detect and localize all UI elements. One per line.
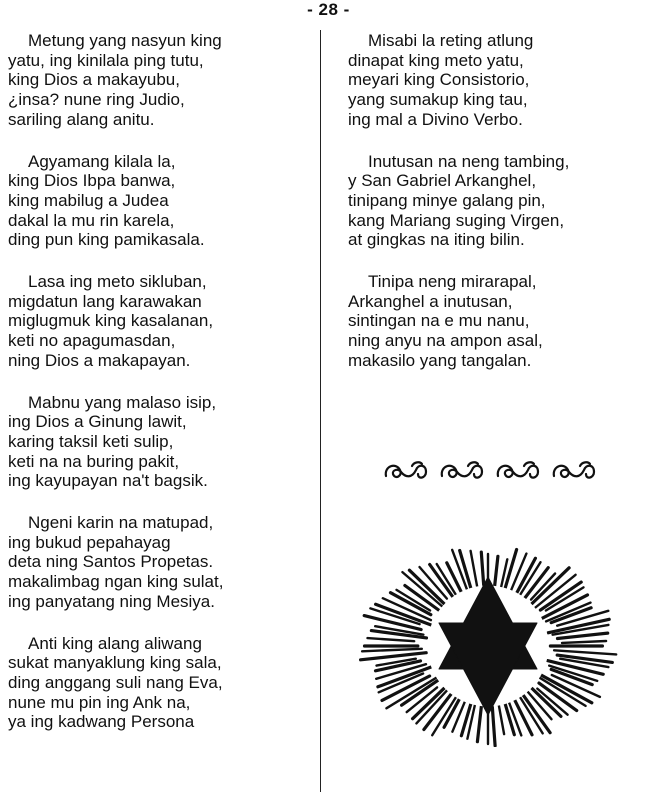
verse-line: Inutusan na neng tambing, bbox=[368, 151, 570, 171]
verse-line: Ngeni karin na matupad, bbox=[28, 513, 214, 533]
verse-line: ya ing kadwang Persona bbox=[8, 712, 195, 732]
verse-line: sukat manyaklung king sala, bbox=[8, 653, 222, 673]
star-ray bbox=[498, 702, 504, 734]
verse-line: Mabnu yang malaso isip, bbox=[28, 392, 217, 412]
verse-line: Arkanghel a inutusan, bbox=[348, 291, 513, 311]
verse-line: y San Gabriel Arkanghel, bbox=[348, 171, 537, 191]
verse-line: tinipang minye galang pin, bbox=[348, 190, 546, 210]
verse-line: Metung yang nasyun king bbox=[28, 31, 222, 50]
verse-line: migdatun lang karawakan bbox=[8, 291, 202, 311]
verse-line: Misabi la reting atlung bbox=[368, 31, 534, 50]
verse-line: ¿insa? nune ring Judio, bbox=[8, 90, 185, 110]
column-divider bbox=[320, 30, 321, 792]
verse-line: ding pun king pamikasala. bbox=[8, 230, 205, 250]
verse-line: ning anyu na ampon asal, bbox=[348, 331, 543, 351]
verse-line: makasilo yang tangalan. bbox=[348, 350, 532, 370]
star-ray bbox=[562, 641, 606, 643]
verse-line: Lasa ing meto sikluban, bbox=[28, 272, 207, 292]
left-column bbox=[8, 31, 314, 754]
stanza bbox=[348, 31, 648, 130]
verse-line: meyari king Consistorio, bbox=[348, 70, 530, 90]
verse-line: ding anggang suli nang Eva, bbox=[8, 672, 223, 692]
stanza bbox=[8, 393, 314, 492]
verse-line: yang sumakup king tau, bbox=[348, 90, 528, 110]
verse-line: deta ning Santos Propetas. bbox=[8, 552, 214, 572]
verse-line: ing mal a Divino Verbo. bbox=[348, 109, 523, 129]
verse-line: dakal la mu rin karela, bbox=[8, 210, 175, 230]
verse-line: king Dios a makayubu, bbox=[8, 70, 180, 90]
verse-line: ing bukud pepahayag bbox=[8, 532, 171, 552]
verse-line: ing Dios a Ginung lawit, bbox=[8, 412, 187, 432]
verse-line: Agyamang kilala la, bbox=[28, 151, 176, 171]
stanza bbox=[8, 272, 314, 371]
page-number: - 28 - bbox=[307, 0, 350, 19]
verse-line: keti no apagumasdan, bbox=[8, 331, 176, 351]
verse-line: Anti king alang aliwang bbox=[28, 633, 202, 653]
stanza bbox=[8, 152, 314, 251]
stanza bbox=[8, 634, 314, 733]
stanza bbox=[348, 152, 648, 251]
verse-line: ning Dios a makapayan. bbox=[8, 350, 191, 370]
verse-line: ing panyatang ning Mesiya. bbox=[8, 591, 215, 611]
verse-line: makalimbag ngan king sulat, bbox=[8, 572, 224, 592]
verse-line: sintingan na e mu nanu, bbox=[348, 311, 530, 331]
star-ray bbox=[558, 633, 608, 638]
verse-line: ing kayupayan na't bagsik. bbox=[8, 471, 208, 491]
stanza bbox=[348, 272, 648, 371]
verse-line: kang Mariang suging Virgen, bbox=[348, 210, 565, 230]
ornamental-divider-icon bbox=[382, 458, 604, 484]
verse-line: keti na na buring pakit, bbox=[8, 451, 180, 471]
verse-line: sariling alang anitu. bbox=[8, 109, 155, 129]
verse-line: at gingkas na iting bilin. bbox=[348, 230, 525, 250]
verse-line: miglugmuk king kasalanan, bbox=[8, 311, 214, 331]
verse-line: yatu, ing kinilala ping tutu, bbox=[8, 50, 204, 70]
verse-line: king Dios Ibpa banwa, bbox=[8, 171, 176, 191]
star-ray bbox=[554, 650, 616, 654]
verse-line: karing taksil keti sulip, bbox=[8, 431, 174, 451]
verse-line: king mabilug a Judea bbox=[8, 190, 169, 210]
star-ray bbox=[368, 638, 415, 641]
radiant-star-icon bbox=[353, 545, 623, 747]
verse-line: Tinipa neng mirarapal, bbox=[368, 272, 537, 292]
right-column bbox=[348, 31, 648, 393]
star-ray bbox=[362, 649, 422, 652]
verse-line: nune mu pin ing Ank na, bbox=[8, 692, 191, 712]
stanza bbox=[8, 31, 314, 130]
verse-line: dinapat king meto yatu, bbox=[348, 50, 524, 70]
stanza bbox=[8, 513, 314, 612]
